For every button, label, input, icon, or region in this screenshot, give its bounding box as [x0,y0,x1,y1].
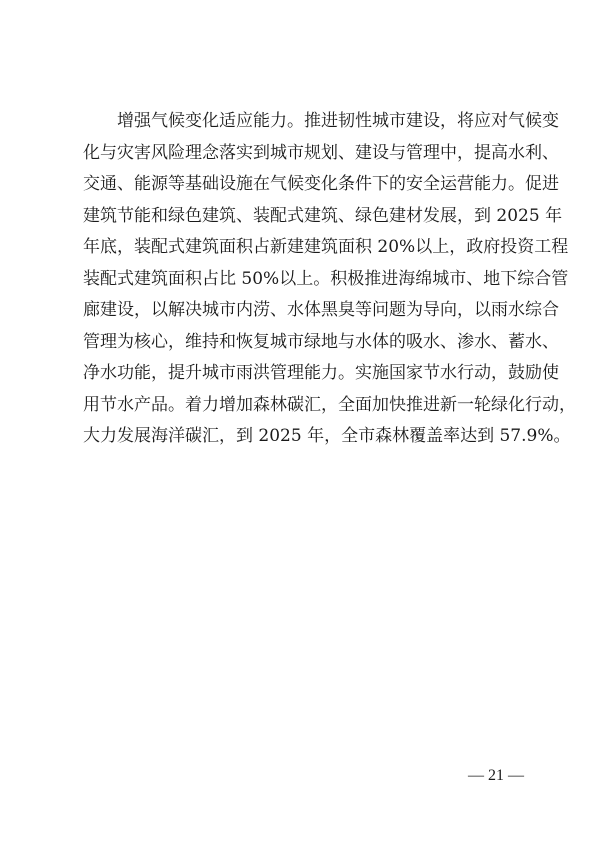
paragraph-line: 年底，装配式建筑面积占新建建筑面积 20%以上，政府投资工程 [83,237,569,257]
paragraph-line: 建筑节能和绿色建筑、装配式建筑、绿色建材发展，到 2025 年 [83,205,563,226]
paragraph-line: 用节水产品。着力增加森林碳汇，全面加快推进新一轮绿化行动， [83,394,576,415]
paragraph-line: 增强气候变化适应能力。推进韧性城市建设，将应对气候变 [117,111,559,131]
paragraph-line: 管理为核心，维持和恢复城市绿地与水体的吸水、渗水、蓄水、 [83,331,559,352]
paragraph-line: 交通、能源等基础设施在气候变化条件下的安全运营能力。促进 [83,174,559,194]
paragraph-line: 净水功能，提升城市雨洪管理能力。实施国家节水行动，鼓励使 [83,363,559,383]
page-number: — 21 — [468,767,524,784]
paragraph-line: 大力发展海洋碳汇，到 2025 年，全市森林覆盖率达到 57.9%。 [83,426,571,446]
body-paragraph [83,106,576,453]
paragraph-line: 化与灾害风险理念落实到城市规划、建设与管理中，提高水利、 [83,142,559,163]
paragraph-line: 装配式建筑面积占比 50%以上。积极推进海绵城市、地下综合管 [83,268,569,289]
paragraph-line: 廊建设，以解决城市内涝、水体黑臭等问题为导向，以雨水综合 [83,300,559,320]
